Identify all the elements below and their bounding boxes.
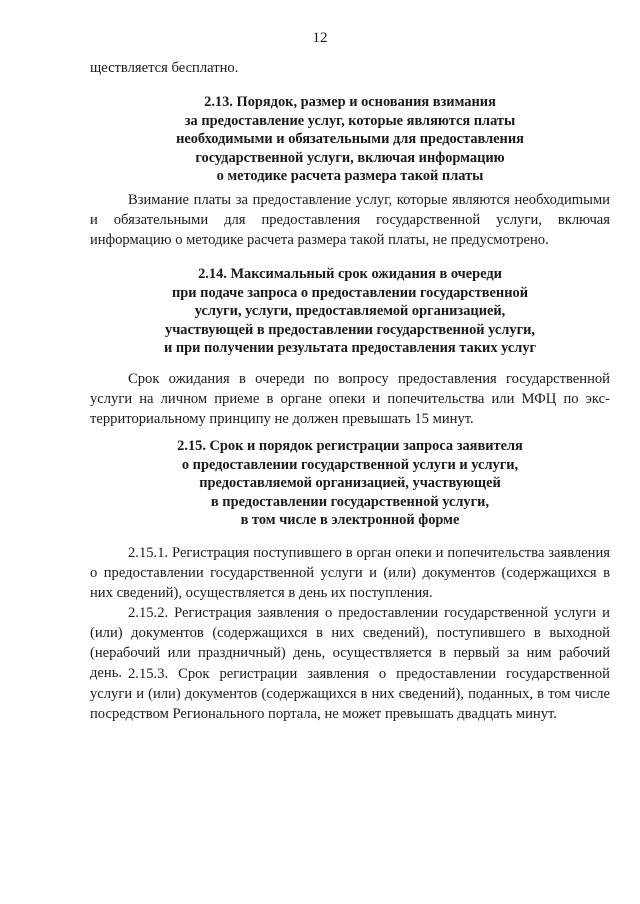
paragraph-2-15-3: 2.15.3. Срок регистрации заявления о предоставлении государственной услуги и (или) документов (содержащихся в них сведений), поданных, в том числе посредством Регионального портала, не может превышать двадцать минут. — [90, 666, 610, 722]
heading-line: необходимыми и обязательными для предоставления — [176, 131, 524, 147]
heading-line: государственной услуги, включая информацию — [195, 149, 505, 166]
section-2-13-paragraph: Взимание платы за предоставление услуг, которые являются необходиmыми и обязательными для предоставления государственной услуги, включая информацию о методике расчета размера такой платы, не предусмотрено. — [90, 192, 610, 248]
heading-line: в предоставлении государственной услуги, — [210, 493, 490, 510]
paragraph-2-15-2: 2.15.2. Регистрация заявления о предоставлении государственной услуги и (или) документов (содержащихся в них сведений), поступившего в выходной (нерабочий или праздничный) день, осуществляется в первый за ним рабочий день. — [90, 605, 610, 681]
heading-line: участвующей в предоставлении государственной услуги, — [165, 321, 535, 338]
section-2-14-heading — [90, 265, 610, 358]
section-2-14-paragraph: Срок ожидания в очереди по вопросу предоставления государственной услуги на личном приеме в органе опеки и попечительства или МФЦ по экстерриториальному принципу не должен превышать 15 минут. — [90, 371, 610, 427]
paragraph-2-15-1: 2.15.1. Регистрация поступившего в орган опеки и попечительства заявления о предоставлении государственной услуги и (или) документов (содержащихся в них сведений), осуществляется в день их поступления. — [90, 545, 610, 601]
heading-line: за предоставление услуг, которые являются платы — [184, 112, 516, 129]
heading-line: 2.14. Максимальный срок ожидания в очереди — [198, 266, 502, 282]
heading-line: 2.13. Порядок, размер и основания взимания — [204, 94, 496, 110]
heading-line: о предоставлении государственной услуги и услуги, — [181, 456, 519, 473]
heading-line: о методике расчета размера такой платы — [216, 168, 484, 184]
heading-line: в том числе в электронной форме — [240, 512, 460, 528]
carry-over-text: ществляется бесплатно. — [90, 60, 239, 76]
heading-line: и при получении результата предоставления таких услуг — [163, 340, 537, 356]
section-2-13-heading — [90, 93, 610, 186]
heading-line: услуги, услуги, предоставляемой организацией, — [194, 303, 506, 319]
heading-line: 2.15. Срок и порядок регистрации запроса заявителя — [177, 438, 523, 454]
heading-line: при подаче запроса о предоставлении государственной — [171, 284, 528, 301]
page-number: 12 — [312, 30, 328, 46]
heading-line: предоставляемой организацией, участвующей — [199, 475, 501, 491]
section-2-15-heading — [90, 437, 610, 530]
